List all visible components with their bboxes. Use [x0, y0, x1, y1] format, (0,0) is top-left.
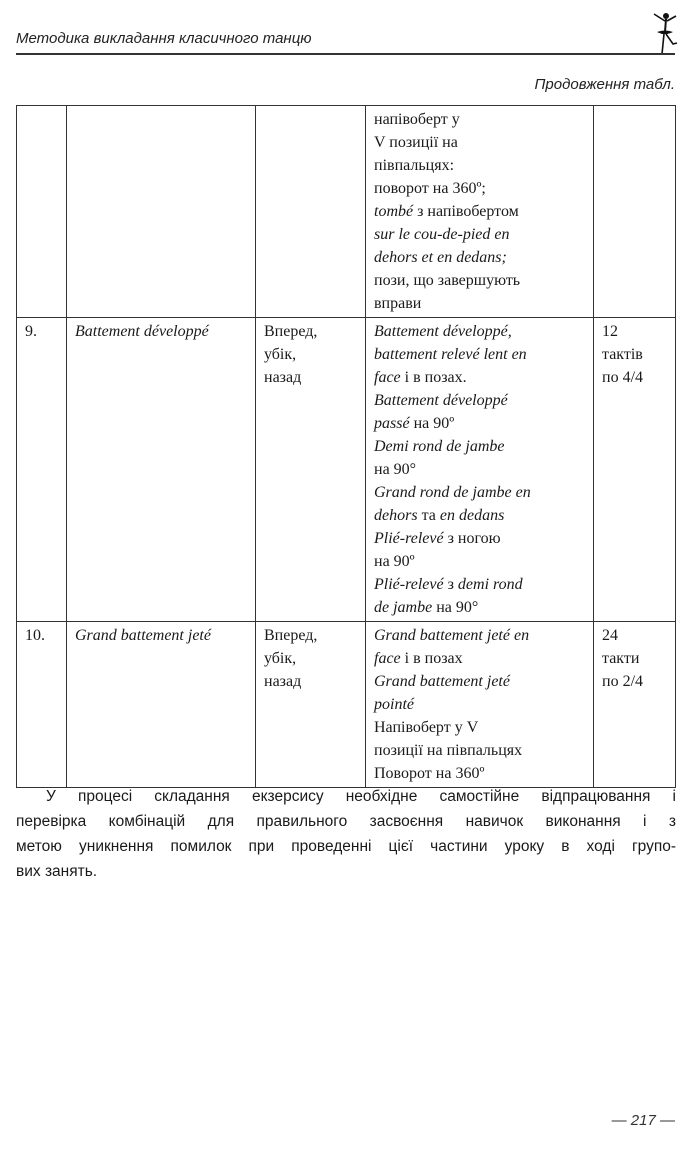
- term: dehors: [374, 507, 418, 524]
- term: tombé: [374, 203, 414, 220]
- content-line: напівоберт у: [374, 111, 460, 128]
- measures-cell: [594, 622, 676, 788]
- term: face: [374, 650, 401, 667]
- direction-cell: [256, 106, 366, 318]
- content-line: півпальцях:: [374, 157, 455, 174]
- paragraph-line: У процесі складання екзерсису необхідне самостійне відпрацювання і: [46, 788, 676, 805]
- content-line: sur le cou-de-pied en: [374, 226, 510, 243]
- num-cell: [17, 106, 67, 318]
- content-line: вправи: [374, 295, 422, 312]
- content-line: [374, 504, 587, 527]
- header-rule: [16, 53, 675, 55]
- content-line: позиції на півпальцях: [374, 742, 523, 759]
- content-line: [374, 573, 587, 596]
- measures-line: тактів: [602, 346, 643, 363]
- direction-cell: [256, 318, 366, 622]
- paragraph-line: вих занять.: [16, 863, 98, 880]
- content-line: Напівоберт у V: [374, 719, 479, 736]
- content-line: [374, 200, 587, 223]
- measures-cell: [594, 318, 676, 622]
- direction-line: назад: [264, 673, 302, 690]
- running-title: Методика викладання класичного танцю: [16, 30, 312, 47]
- content-cell: [366, 318, 594, 622]
- measures-line: по 2/4: [602, 673, 644, 690]
- text: на 90º: [409, 415, 455, 432]
- direction-line: убік,: [264, 650, 297, 667]
- content-line: dehors et en dedans;: [374, 249, 507, 266]
- content-line: [374, 527, 587, 550]
- content-line: V позиції на: [374, 134, 458, 151]
- direction-line: назад: [264, 369, 302, 386]
- term: Plié-relevé: [374, 530, 444, 547]
- measures-cell: [594, 106, 676, 318]
- direction-cell: [256, 622, 366, 788]
- content-line: пози, що завершують: [374, 272, 521, 289]
- content-line: Demi rond de jambe: [374, 438, 505, 455]
- content-line: на 90°: [374, 461, 417, 478]
- term: de jambe: [374, 599, 433, 616]
- content-line: Поворот на 360º: [374, 765, 485, 782]
- text: з напівобертом: [413, 203, 519, 220]
- name-cell: Battement développé: [67, 318, 256, 622]
- content-line: [374, 647, 587, 670]
- continuation-label: Продовження табл.: [534, 76, 675, 93]
- num-cell: 9.: [17, 318, 67, 622]
- content-line: [374, 366, 587, 389]
- content-line: Grand battement jeté: [374, 673, 510, 690]
- direction-line: убік,: [264, 346, 297, 363]
- text: з ногою: [443, 530, 501, 547]
- content-line: [374, 596, 587, 619]
- measures-line: 24: [602, 627, 618, 644]
- term: face: [374, 369, 401, 386]
- text: на 90°: [432, 599, 479, 616]
- content-line: battement relevé lent en: [374, 346, 527, 363]
- measures-line: 12: [602, 323, 618, 340]
- table-row: [17, 622, 676, 788]
- content-line: pointé: [374, 696, 414, 713]
- content-line: Battement développé,: [374, 323, 512, 340]
- exercise-table: [16, 105, 676, 788]
- table-row: [17, 106, 676, 318]
- direction-line: Вперед,: [264, 323, 318, 340]
- text: і в позах.: [400, 369, 467, 386]
- measures-line: такти: [602, 650, 640, 667]
- content-line: Battement développé: [374, 392, 508, 409]
- content-line: Grand rond de jambe en: [374, 484, 531, 501]
- content-cell: [366, 622, 594, 788]
- page-number: — 217 —: [611, 1112, 675, 1129]
- content-line: [374, 412, 587, 435]
- text: і в позах: [400, 650, 463, 667]
- direction-line: Вперед,: [264, 627, 318, 644]
- text: та: [417, 507, 440, 524]
- term: passé: [374, 415, 410, 432]
- term: Plié-relevé: [374, 576, 444, 593]
- content-cell: [366, 106, 594, 318]
- body-paragraph: [16, 784, 676, 884]
- paragraph-line: перевірка комбінацій для правильного засвоєння навичок виконання і з: [16, 813, 676, 830]
- term: en dedans: [439, 507, 505, 524]
- term: demi rond: [457, 576, 523, 593]
- ballerina-icon: [649, 10, 679, 56]
- table-row: [17, 318, 676, 622]
- content-line: поворот на 360º;: [374, 180, 486, 197]
- num-cell: 10.: [17, 622, 67, 788]
- measures-line: по 4/4: [602, 369, 644, 386]
- name-cell: Grand battement jeté: [67, 622, 256, 788]
- content-line: Grand battement jeté en: [374, 627, 530, 644]
- content-line: на 90º: [374, 553, 415, 570]
- name-cell: [67, 106, 256, 318]
- text: з: [443, 576, 458, 593]
- paragraph-line: метою уникнення помилок при проведенні цієї частини уроку в ході групо-: [16, 838, 676, 855]
